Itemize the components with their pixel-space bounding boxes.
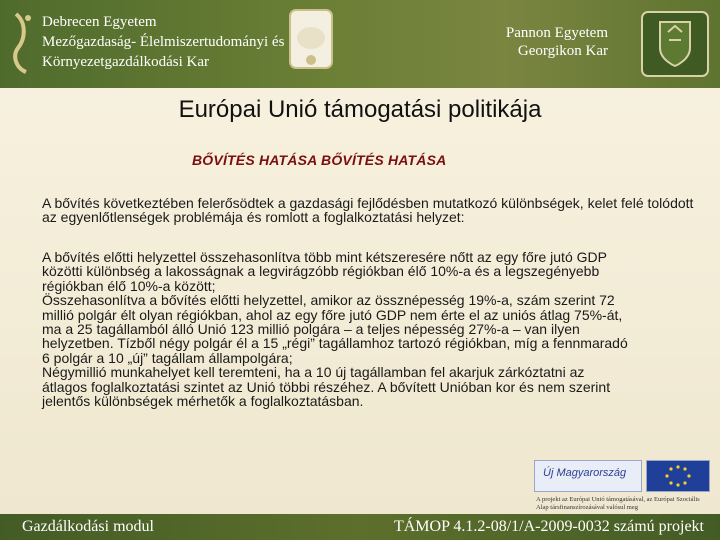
paragraph-2-line: átlagos foglalkoztatási szintet az Unió többi részéhez. A bővített Unióban kor és nem szerint [42, 378, 611, 395]
faculty-seal-icon [288, 8, 334, 70]
paragraph-1: A bővítés következtében felerősödtek a gazdasági fejlődésben mutatkozó különbségek, kelet felé tolódott az egyenlőtlenségek problémája és romlott a foglalkoztatási helyzet: [42, 195, 694, 226]
uj-magyarorszag-logo-text: Új Magyarország [543, 467, 627, 479]
paragraph-2-line: Összehasonlítva a bővítés előtti helyzettel, amikor az össznépesség 19%-a, szám szerint 72 [42, 292, 615, 309]
paragraph-2-line: közötti különbség a lakosságnak a legvirágzóbb régiókban élő 10%-a és a legszegényebb [42, 263, 600, 280]
paragraph-2-line: 6 polgár a 10 „új” tagállam állampolgára; [42, 349, 293, 366]
slide-subtitle: BŐVÍTÉS HATÁSA BŐVÍTÉS HATÁSA [192, 152, 447, 168]
slide-header [0, 0, 720, 88]
slide-footer [0, 514, 720, 540]
paragraph-2-line: millió polgár élt olyan régiókban, ahol az egy főre jutó GDP nem érte el az uniós átlag 75%-át, [42, 306, 623, 323]
left-institution-line-3: Környezetgazdálkodási Kar [42, 54, 210, 70]
right-institution-line-1: Pannon Egyetem [505, 25, 608, 41]
eu-flag-logo [646, 460, 710, 492]
paragraph-2-line: helyzetben. Tízből négy polgár él a 15 „régi” tagállamhoz tartozó régiókban, míg a fennmaradó [42, 335, 628, 352]
uj-magyarorszag-logo [534, 460, 642, 492]
footer-module-label: Gazdálkodási modul [22, 518, 154, 535]
slide-content [0, 88, 720, 514]
paragraph-2-line: ma a 25 tagállamból álló Unió 123 millió polgára – a teljes népesség 27%-a – van ilyen [42, 321, 580, 338]
paragraph-2-line: Négymillió munkahelyet kell teremteni, ha a 10 új tagállamban fel akarjuk zárkóztatni az [42, 364, 585, 381]
left-institution-name [42, 12, 284, 72]
eu-stars-icon [647, 461, 709, 491]
funding-note: A projekt az Európai Unió támogatásával, az Európai Szociális Alap társfinanszírozásával valósul meg [536, 496, 700, 511]
left-institution-line-2: Mezőgazdaság- Élelmiszertudományi és [42, 34, 285, 50]
paragraph-2-line: jelentős különbségek mérhetők a foglalkoztatásban. [42, 393, 364, 410]
right-institution-line-2: Georgikon Kar [517, 43, 608, 59]
university-logo-icon [8, 8, 38, 78]
paragraph-2 [42, 250, 712, 408]
right-institution-name [502, 24, 608, 60]
slide-title: Európai Unió támogatási politikája [178, 96, 542, 123]
left-institution-line-1: Debrecen Egyetem [42, 14, 157, 30]
paragraph-2-line: A bővítés előtti helyzettel összehasonlítva több mint kétszeresére nőtt az egy főre jutó GDP [42, 249, 607, 265]
footer-project-label: TÁMOP 4.1.2-08/1/A-2009-0032 számú projekt [393, 518, 704, 535]
university-shield-icon [640, 10, 710, 78]
paragraph-2-line: régiókban élő 10%-a között; [42, 277, 216, 294]
